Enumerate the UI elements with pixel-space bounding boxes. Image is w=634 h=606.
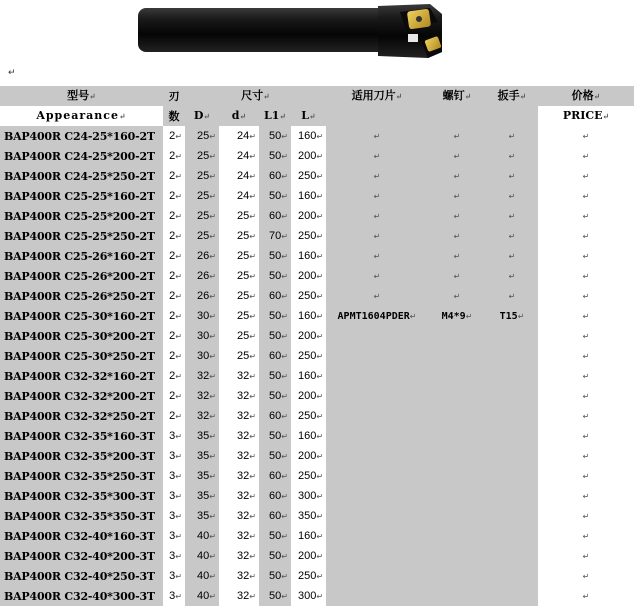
table-row (0, 246, 634, 266)
model-cell: BAP400R C32-40*200-3T (0, 546, 163, 566)
wrench-cell (486, 546, 538, 566)
screw-cell (428, 586, 486, 606)
screw-cell (428, 326, 486, 346)
L1-cell: 50↵ (259, 446, 291, 466)
wrench-cell (486, 386, 538, 406)
insert-cell: ↵ (326, 246, 428, 266)
L1-cell: 60↵ (259, 466, 291, 486)
d-cell: 32↵ (219, 526, 259, 546)
wrench-cell (486, 506, 538, 526)
table-row (0, 526, 634, 546)
table-row (0, 406, 634, 426)
wrench-cell (486, 526, 538, 546)
flutes-cell: 2↵ (163, 126, 185, 146)
screw-cell: ↵ (428, 286, 486, 306)
price-cell: ↵ (538, 266, 634, 286)
insert-cell (326, 546, 428, 566)
d-cell: 32↵ (219, 406, 259, 426)
d-cell: 24↵ (219, 166, 259, 186)
flutes-cell: 2↵ (163, 146, 185, 166)
header-appearance: Appearance↵ (0, 106, 163, 126)
model-cell: BAP400R C32-35*300-3T (0, 486, 163, 506)
header-flutes-2: 数 (163, 106, 185, 126)
D-cell: 25↵ (185, 226, 219, 246)
L1-cell: 50↵ (259, 126, 291, 146)
screw-cell (428, 506, 486, 526)
end-mill-image (138, 4, 478, 62)
model-cell: BAP400R C25-25*200-2T (0, 206, 163, 226)
screw-cell: ↵ (428, 126, 486, 146)
D-cell: 35↵ (185, 466, 219, 486)
insert-cell (326, 386, 428, 406)
L-cell: 160↵ (291, 186, 326, 206)
L1-cell: 50↵ (259, 586, 291, 606)
L1-cell: 50↵ (259, 566, 291, 586)
model-cell: BAP400R C24-25*200-2T (0, 146, 163, 166)
model-cell: BAP400R C32-32*160-2T (0, 366, 163, 386)
model-cell: BAP400R C25-30*200-2T (0, 326, 163, 346)
L1-cell: 50↵ (259, 386, 291, 406)
price-cell: ↵ (538, 206, 634, 226)
L-cell: 200↵ (291, 546, 326, 566)
wrench-cell: ↵ (486, 126, 538, 146)
D-cell: 25↵ (185, 206, 219, 226)
screw-cell (428, 446, 486, 466)
d-cell: 24↵ (219, 186, 259, 206)
L-cell: 250↵ (291, 566, 326, 586)
model-cell: BAP400R C32-32*250-2T (0, 406, 163, 426)
L-cell: 200↵ (291, 386, 326, 406)
product-illustration (0, 0, 634, 86)
flutes-cell: 2↵ (163, 406, 185, 426)
table-row (0, 146, 634, 166)
d-cell: 32↵ (219, 506, 259, 526)
table-row (0, 566, 634, 586)
L1-cell: 50↵ (259, 326, 291, 346)
insert-cell (326, 506, 428, 526)
screw-cell: ↵ (428, 186, 486, 206)
screw-cell (428, 406, 486, 426)
L1-cell: 60↵ (259, 206, 291, 226)
d-cell: 24↵ (219, 146, 259, 166)
wrench-cell: ↵ (486, 166, 538, 186)
header-L1: L1↵ (259, 106, 291, 126)
L1-cell: 60↵ (259, 486, 291, 506)
d-cell: 32↵ (219, 546, 259, 566)
L1-cell: 70↵ (259, 226, 291, 246)
table-row (0, 546, 634, 566)
flutes-cell: 2↵ (163, 286, 185, 306)
wrench-cell (486, 426, 538, 446)
screw-cell (428, 366, 486, 386)
insert-cell: ↵ (326, 146, 428, 166)
wrench-cell: ↵ (486, 226, 538, 246)
flutes-cell: 3↵ (163, 526, 185, 546)
model-cell: BAP400R C24-25*250-2T (0, 166, 163, 186)
model-cell: BAP400R C32-35*250-3T (0, 466, 163, 486)
header-insert: 适用刀片↵ (326, 86, 428, 126)
price-cell: ↵ (538, 406, 634, 426)
L1-cell: 50↵ (259, 426, 291, 446)
insert-cell (326, 586, 428, 606)
model-cell: BAP400R C24-25*160-2T (0, 126, 163, 146)
product-spec-table (0, 86, 634, 606)
L-cell: 160↵ (291, 366, 326, 386)
table-row (0, 446, 634, 466)
L-cell: 300↵ (291, 486, 326, 506)
header-price-en: PRICE↵ (538, 106, 634, 126)
D-cell: 35↵ (185, 426, 219, 446)
header-screw: 螺钉↵ (428, 86, 486, 126)
model-cell: BAP400R C25-26*250-2T (0, 286, 163, 306)
D-cell: 25↵ (185, 146, 219, 166)
L1-cell: 60↵ (259, 286, 291, 306)
insert-cell: ↵ (326, 186, 428, 206)
price-cell: ↵ (538, 386, 634, 406)
L1-cell: 50↵ (259, 546, 291, 566)
flutes-cell: 2↵ (163, 346, 185, 366)
screw-cell (428, 346, 486, 366)
L-cell: 300↵ (291, 586, 326, 606)
d-cell: 32↵ (219, 386, 259, 406)
L-cell: 250↵ (291, 166, 326, 186)
table-row (0, 426, 634, 446)
paragraph-mark: ↵ (8, 68, 16, 78)
d-cell: 32↵ (219, 366, 259, 386)
header-d: d↵ (219, 106, 259, 126)
screw-cell: ↵ (428, 206, 486, 226)
d-cell: 32↵ (219, 466, 259, 486)
header-model: 型号↵ (0, 86, 163, 106)
L-cell: 250↵ (291, 466, 326, 486)
L-cell: 250↵ (291, 286, 326, 306)
model-cell: BAP400R C32-35*200-3T (0, 446, 163, 466)
D-cell: 30↵ (185, 346, 219, 366)
screw-cell (428, 426, 486, 446)
flutes-cell: 2↵ (163, 186, 185, 206)
insert-cell: ↵ (326, 286, 428, 306)
table-row (0, 126, 634, 146)
L1-cell: 50↵ (259, 266, 291, 286)
model-cell: BAP400R C25-26*200-2T (0, 266, 163, 286)
model-cell: BAP400R C32-35*350-3T (0, 506, 163, 526)
table-row (0, 386, 634, 406)
insert-cell (326, 466, 428, 486)
flutes-cell: 3↵ (163, 546, 185, 566)
L-cell: 160↵ (291, 246, 326, 266)
table-row (0, 226, 634, 246)
D-cell: 26↵ (185, 266, 219, 286)
price-cell: ↵ (538, 286, 634, 306)
insert-cell (326, 426, 428, 446)
price-cell: ↵ (538, 186, 634, 206)
L-cell: 200↵ (291, 146, 326, 166)
D-cell: 25↵ (185, 186, 219, 206)
screw-cell: ↵ (428, 166, 486, 186)
L-cell: 200↵ (291, 266, 326, 286)
flutes-cell: 3↵ (163, 486, 185, 506)
model-cell: BAP400R C25-30*250-2T (0, 346, 163, 366)
L1-cell: 60↵ (259, 506, 291, 526)
wrench-cell (486, 486, 538, 506)
L1-cell: 50↵ (259, 146, 291, 166)
L-cell: 160↵ (291, 426, 326, 446)
price-cell: ↵ (538, 566, 634, 586)
L-cell: 160↵ (291, 526, 326, 546)
table-row (0, 186, 634, 206)
table-row (0, 366, 634, 386)
L1-cell: 50↵ (259, 246, 291, 266)
D-cell: 40↵ (185, 566, 219, 586)
D-cell: 30↵ (185, 306, 219, 326)
flutes-cell: 3↵ (163, 586, 185, 606)
header-wrench: 扳手↵ (486, 86, 538, 126)
header-D: D↵ (185, 106, 219, 126)
model-cell: BAP400R C32-35*160-3T (0, 426, 163, 446)
table-row (0, 286, 634, 306)
insert-cell (326, 366, 428, 386)
screw-cell: M4*9↵ (428, 306, 486, 326)
insert-cell (326, 406, 428, 426)
header-price: 价格↵ (538, 86, 634, 106)
price-cell: ↵ (538, 446, 634, 466)
price-cell: ↵ (538, 466, 634, 486)
model-cell: BAP400R C25-30*160-2T (0, 306, 163, 326)
d-cell: 25↵ (219, 226, 259, 246)
D-cell: 26↵ (185, 286, 219, 306)
model-cell: BAP400R C25-25*250-2T (0, 226, 163, 246)
d-cell: 32↵ (219, 486, 259, 506)
screw-cell: ↵ (428, 246, 486, 266)
L-cell: 200↵ (291, 326, 326, 346)
model-cell: BAP400R C32-40*160-3T (0, 526, 163, 546)
L-cell: 200↵ (291, 446, 326, 466)
L-cell: 250↵ (291, 226, 326, 246)
table-row (0, 346, 634, 366)
screw-cell (428, 466, 486, 486)
d-cell: 24↵ (219, 126, 259, 146)
L1-cell: 50↵ (259, 366, 291, 386)
L1-cell: 50↵ (259, 186, 291, 206)
insert-cell: ↵ (326, 206, 428, 226)
d-cell: 32↵ (219, 426, 259, 446)
D-cell: 35↵ (185, 506, 219, 526)
wrench-cell (486, 406, 538, 426)
d-cell: 32↵ (219, 566, 259, 586)
header-row-2 (0, 106, 634, 126)
insert-cell (326, 346, 428, 366)
price-cell: ↵ (538, 126, 634, 146)
table-row (0, 466, 634, 486)
wrench-cell: ↵ (486, 206, 538, 226)
L1-cell: 60↵ (259, 166, 291, 186)
insert-cell: APMT1604PDER↵ (326, 306, 428, 326)
screw-cell (428, 486, 486, 506)
flutes-cell: 3↵ (163, 566, 185, 586)
D-cell: 35↵ (185, 486, 219, 506)
wrench-cell: ↵ (486, 146, 538, 166)
d-cell: 32↵ (219, 586, 259, 606)
wrench-cell: ↵ (486, 266, 538, 286)
price-cell: ↵ (538, 326, 634, 346)
price-cell: ↵ (538, 226, 634, 246)
D-cell: 25↵ (185, 166, 219, 186)
d-cell: 25↵ (219, 286, 259, 306)
D-cell: 32↵ (185, 406, 219, 426)
price-cell: ↵ (538, 346, 634, 366)
table-row (0, 166, 634, 186)
D-cell: 30↵ (185, 326, 219, 346)
flutes-cell: 3↵ (163, 426, 185, 446)
insert-cell (326, 486, 428, 506)
price-cell: ↵ (538, 366, 634, 386)
wrench-cell (486, 586, 538, 606)
price-cell: ↵ (538, 486, 634, 506)
D-cell: 32↵ (185, 366, 219, 386)
price-cell: ↵ (538, 586, 634, 606)
flutes-cell: 2↵ (163, 246, 185, 266)
wrench-cell (486, 346, 538, 366)
insert-cell: ↵ (326, 266, 428, 286)
header-L: L↵ (291, 106, 326, 126)
wrench-cell: ↵ (486, 186, 538, 206)
flutes-cell: 2↵ (163, 326, 185, 346)
L-cell: 250↵ (291, 346, 326, 366)
D-cell: 32↵ (185, 386, 219, 406)
wrench-cell (486, 366, 538, 386)
wrench-cell: T15↵ (486, 306, 538, 326)
table-row (0, 506, 634, 526)
L1-cell: 60↵ (259, 406, 291, 426)
L1-cell: 50↵ (259, 306, 291, 326)
insert-cell (326, 526, 428, 546)
price-cell: ↵ (538, 306, 634, 326)
flutes-cell: 3↵ (163, 506, 185, 526)
model-cell: BAP400R C25-25*160-2T (0, 186, 163, 206)
flutes-cell: 2↵ (163, 206, 185, 226)
table-row (0, 486, 634, 506)
price-cell: ↵ (538, 146, 634, 166)
L1-cell: 50↵ (259, 526, 291, 546)
header-flutes-1: 刃 (163, 86, 185, 106)
D-cell: 25↵ (185, 126, 219, 146)
D-cell: 40↵ (185, 586, 219, 606)
flutes-cell: 2↵ (163, 366, 185, 386)
d-cell: 25↵ (219, 246, 259, 266)
insert-cell (326, 446, 428, 466)
header-row-1 (0, 86, 634, 106)
screw-cell (428, 526, 486, 546)
L1-cell: 60↵ (259, 346, 291, 366)
d-cell: 25↵ (219, 306, 259, 326)
D-cell: 40↵ (185, 546, 219, 566)
flutes-cell: 3↵ (163, 466, 185, 486)
flutes-cell: 3↵ (163, 446, 185, 466)
insert-cell (326, 566, 428, 586)
price-cell: ↵ (538, 506, 634, 526)
flutes-cell: 2↵ (163, 226, 185, 246)
model-cell: BAP400R C25-26*160-2T (0, 246, 163, 266)
D-cell: 35↵ (185, 446, 219, 466)
model-cell: BAP400R C32-40*300-3T (0, 586, 163, 606)
screw-cell: ↵ (428, 266, 486, 286)
wrench-cell (486, 326, 538, 346)
wrench-cell: ↵ (486, 286, 538, 306)
D-cell: 40↵ (185, 526, 219, 546)
insert-cell (326, 326, 428, 346)
wrench-cell (486, 466, 538, 486)
model-cell: BAP400R C32-32*200-2T (0, 386, 163, 406)
table-row (0, 586, 634, 606)
L-cell: 160↵ (291, 306, 326, 326)
flutes-cell: 2↵ (163, 306, 185, 326)
insert-cell: ↵ (326, 166, 428, 186)
L-cell: 250↵ (291, 406, 326, 426)
screw-cell: ↵ (428, 226, 486, 246)
screw-cell (428, 566, 486, 586)
screw-cell (428, 546, 486, 566)
d-cell: 25↵ (219, 266, 259, 286)
wrench-cell (486, 566, 538, 586)
D-cell: 26↵ (185, 246, 219, 266)
screw-cell: ↵ (428, 146, 486, 166)
L-cell: 350↵ (291, 506, 326, 526)
table-row (0, 326, 634, 346)
screw-cell (428, 386, 486, 406)
price-cell: ↵ (538, 166, 634, 186)
price-cell: ↵ (538, 426, 634, 446)
L-cell: 200↵ (291, 206, 326, 226)
wrench-cell: ↵ (486, 246, 538, 266)
d-cell: 32↵ (219, 446, 259, 466)
table-row (0, 266, 634, 286)
header-size: 尺寸↵ (185, 86, 326, 106)
flutes-cell: 2↵ (163, 386, 185, 406)
wrench-cell (486, 446, 538, 466)
insert-cell: ↵ (326, 126, 428, 146)
d-cell: 25↵ (219, 206, 259, 226)
price-cell: ↵ (538, 246, 634, 266)
price-cell: ↵ (538, 546, 634, 566)
table-row (0, 306, 634, 326)
d-cell: 25↵ (219, 326, 259, 346)
model-cell: BAP400R C32-40*250-3T (0, 566, 163, 586)
table-row (0, 206, 634, 226)
d-cell: 25↵ (219, 346, 259, 366)
insert-cell: ↵ (326, 226, 428, 246)
flutes-cell: 2↵ (163, 266, 185, 286)
price-cell: ↵ (538, 526, 634, 546)
flutes-cell: 2↵ (163, 166, 185, 186)
L-cell: 160↵ (291, 126, 326, 146)
